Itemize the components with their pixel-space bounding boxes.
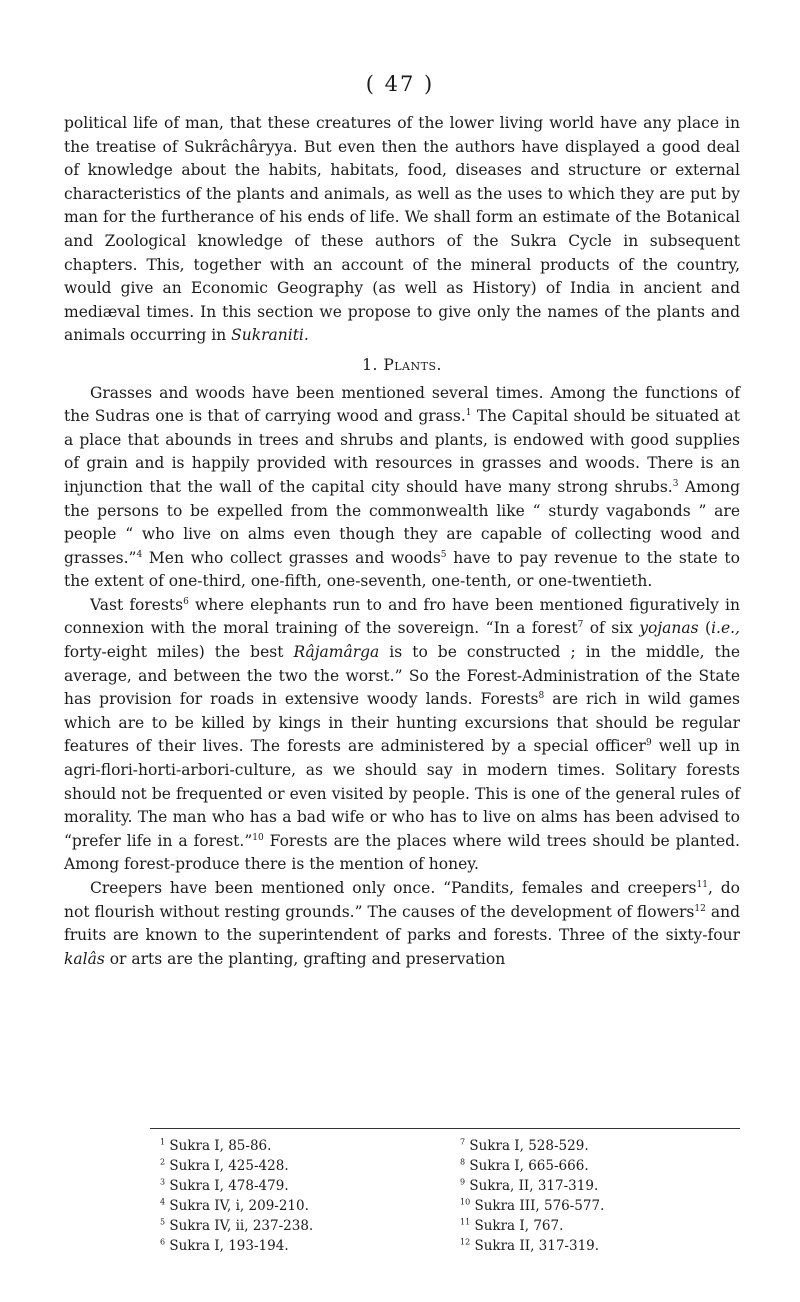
footnote-number: 4 (160, 1197, 166, 1207)
footnote-ref: 3 (672, 478, 679, 489)
footnotes-left-column (160, 1136, 440, 1256)
text-run: , do not flourish without resting grounds.” The causes of the development of flowers (64, 879, 740, 921)
paragraph-intro (64, 112, 740, 348)
footnote (160, 1236, 440, 1256)
text-run: Forests are the places where wild trees should be planted. Among forest-produce there is the mention of honey. (64, 831, 740, 874)
paragraph-forests (64, 594, 740, 877)
footnote (160, 1196, 440, 1216)
footnote-number: 10 (460, 1197, 471, 1207)
footnote (160, 1136, 440, 1156)
text-run: The Capital should be situated at a place that abounds in trees and shrubs and plants, is endowed with good supplies of grain and is happily provided with resources in grasses and woods. There is an injunction that the wall of the capital city should have many strong shrubs. (64, 407, 740, 496)
text-run: Grasses and woods have been mentioned several times. Among the functions of the Sudras one is that of carrying wood and grass. (64, 383, 740, 426)
text-run: of six (583, 619, 640, 638)
section-heading-text: Plants. (383, 355, 442, 374)
text-run: are rich in wild games which are to be killed by kings in their hunting excursions that should be regular features of their lives. The forests are administered by a special officer (64, 690, 740, 756)
footnote-text: Sukra I, 478-479. (169, 1178, 289, 1194)
footnote-ref: 11 (696, 879, 708, 890)
footnote-number: 12 (460, 1237, 471, 1247)
footnote (460, 1156, 740, 1176)
footnote-text: Sukra III, 576-577. (474, 1198, 605, 1214)
text-run: ( (698, 619, 712, 638)
text-run: where elephants run to and fro have been mentioned figuratively in connexion with the moral training of the sovereign. “In a forest (64, 595, 740, 638)
text-run: and fruits are known to the superintendent of parks and forests. Three of the sixty-four (64, 902, 741, 945)
text-run: Creepers have been mentioned only once. “Pandits, females and creepers (90, 879, 697, 897)
footnote-divider (150, 1128, 740, 1129)
footnote-text: Sukra I, 528-529. (469, 1138, 589, 1154)
intro-text: political life of man, that these creatures of the lower living world have any place in the treatise of Sukrâchâryya. But even then the authors have displayed a good deal of knowledge about the habits, habitats, food, diseases and structure or external characteristics of the plants and animals, as well as the uses to which they are put by man for the furtherance of his ends of life. We shall form an estimate of the Botanical and Zoological knowledge of these authors of the Sukra Cycle in subsequent chapters. This, together with an account of the mineral products of the country, would give an Economic Geography (as well as History) of India in ancient and mediæval times. In this section we propose to give only the names of the plants and animals occurring in (64, 114, 740, 345)
text-run: Men who collect grasses and woods (142, 548, 441, 567)
footnote-number: 11 (460, 1217, 471, 1227)
footnote-number: 3 (160, 1177, 166, 1187)
footnote (160, 1176, 440, 1196)
page-number: ( 47 ) (365, 72, 435, 96)
footnote-text: Sukra I, 425-428. (169, 1158, 289, 1174)
footnote-ref: 1 (465, 407, 472, 418)
footnote (460, 1216, 740, 1236)
footnote (160, 1156, 440, 1176)
footnote (460, 1136, 740, 1156)
footnote-text: Sukra II, 317-319. (474, 1238, 600, 1254)
footnote-text: Sukra IV, ii, 237-238. (169, 1218, 314, 1234)
text-run: is to be constructed ; in the middle, the average, and between the two the worst.” So the Forest-Administration of the State has provision for roads in extensive woody lands. Forests (64, 643, 740, 709)
footnote-number: 7 (460, 1137, 466, 1147)
text-run: have to pay revenue to the state to the extent of one-third, one-fifth, one-seventh, one-tenth, or one-twentieth. (64, 548, 740, 591)
footnote-number: 8 (460, 1157, 466, 1167)
footnote (160, 1216, 440, 1236)
intro-italic: Sukraniti. (231, 326, 309, 345)
italic-term: yojanas (639, 619, 699, 638)
footnote (460, 1176, 740, 1196)
footnote-number: 9 (460, 1177, 466, 1187)
footnote-ref: 6 (183, 596, 189, 607)
footnote-ref: 9 (645, 738, 652, 749)
italic-term: kalâs (64, 949, 105, 968)
text-run: forty-eight miles) the best (64, 643, 294, 662)
section-heading-number: 1. (362, 355, 378, 374)
footnote (460, 1236, 740, 1256)
footnote-number: 5 (160, 1217, 166, 1227)
footnote-text: Sukra I, 85-86. (169, 1138, 272, 1154)
footnote-ref: 4 (136, 549, 143, 560)
paragraph-grasses (64, 382, 740, 594)
main-text (64, 112, 740, 971)
footnote-text: Sukra I, 193-194. (169, 1238, 289, 1254)
text-run: well up in agri-flori-horti-arbori-culture, as we should say in modern times. Solitary forests should not be frequented or even visited by people. This is one of the general rules of morality. The man who has a bad wife or who has to live on alms has been advised to “prefer life in a forest.” (64, 737, 740, 850)
text-run: Vast forests (90, 595, 184, 614)
footnote-text: Sukra IV, i, 209-210. (169, 1198, 309, 1214)
footnote-number: 1 (160, 1137, 166, 1147)
paragraph-creepers (64, 877, 740, 971)
footnote-number: 6 (160, 1237, 166, 1247)
footnote (460, 1196, 740, 1216)
italic-term: i.e., (711, 619, 740, 638)
footnote-ref: 8 (538, 691, 545, 702)
section-heading (64, 354, 740, 378)
footnote-text: Sukra I, 665-666. (469, 1158, 589, 1174)
footnotes-right-column (460, 1136, 740, 1256)
footnote-text: Sukra, II, 317-319. (469, 1178, 599, 1194)
italic-term: Râjamârga (293, 643, 380, 662)
text-run: Among the persons to be expelled from the commonwealth like “ sturdy vagabonds ” are people “ who live on alms even though they are capable of collecting wood and grasses.” (64, 477, 741, 567)
footnote-ref: 5 (440, 549, 447, 560)
footnote-ref: 10 (252, 832, 264, 843)
footnote-number: 2 (160, 1157, 166, 1167)
footnote-text: Sukra I, 767. (474, 1218, 564, 1234)
text-run: or arts are the planting, grafting and preservation (104, 949, 506, 968)
footnote-ref: 12 (694, 903, 706, 914)
footnote-ref: 7 (577, 620, 584, 631)
